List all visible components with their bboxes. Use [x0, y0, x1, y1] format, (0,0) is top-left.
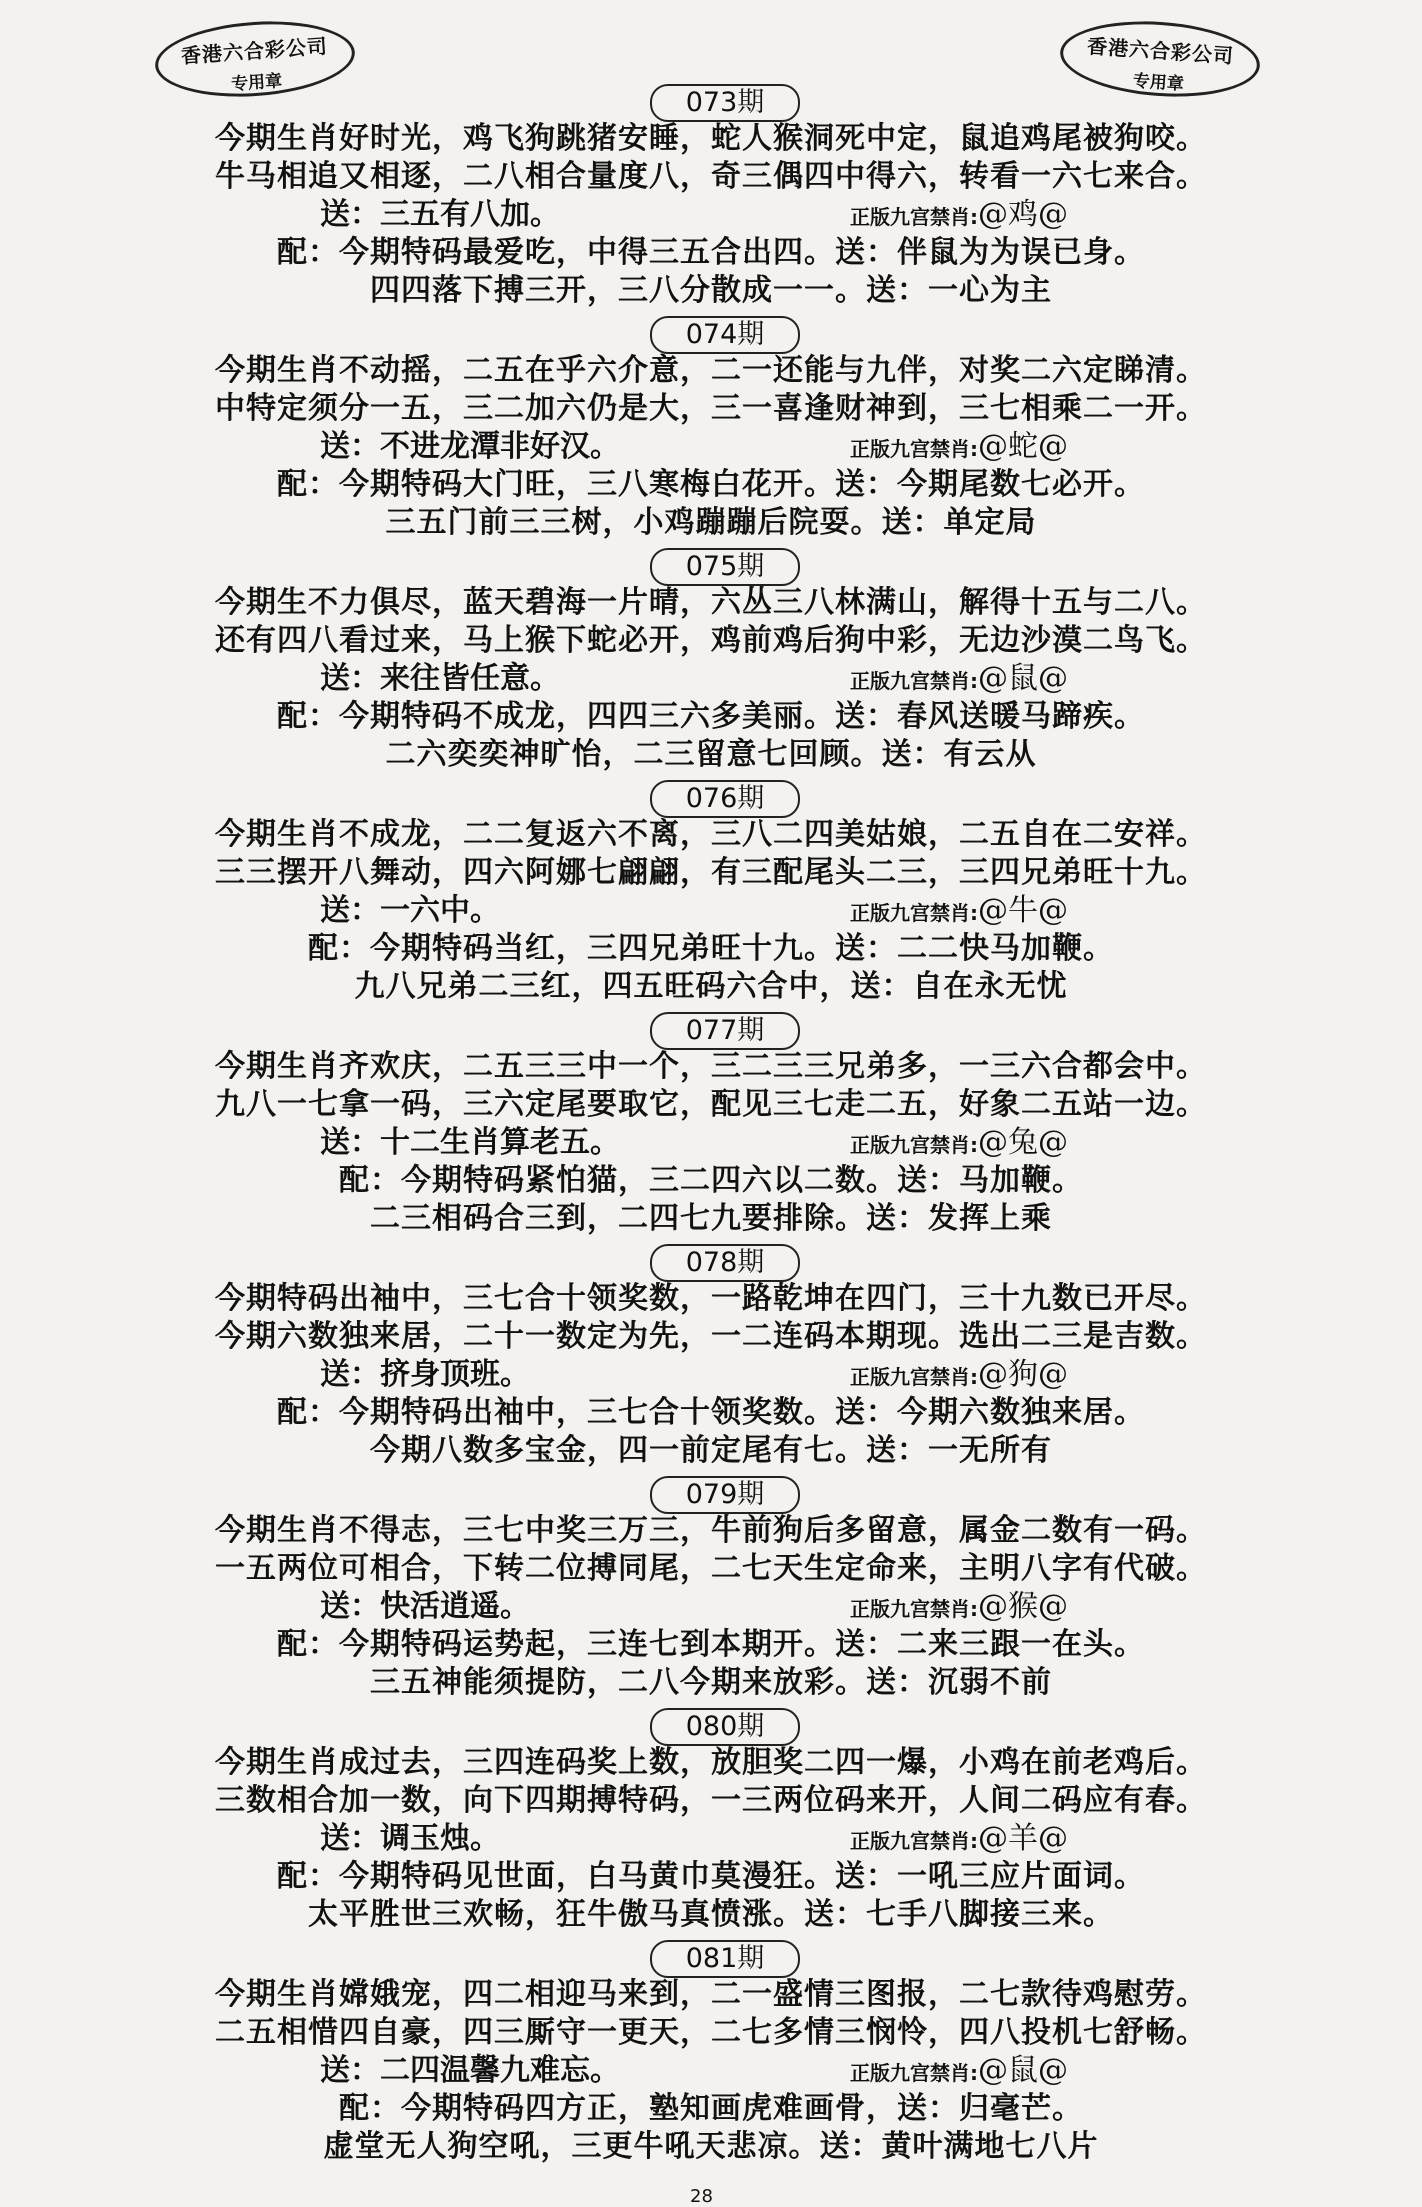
- stamp-line2: 专用章: [1132, 71, 1185, 95]
- closing-line: 四四落下搏三开，三八分散成一一。送：一心为主: [370, 273, 1052, 308]
- send-text: 送：调玉烛。: [320, 1821, 500, 1856]
- nine-palace-forbidden: [850, 196, 1068, 236]
- send-text: 送：一六中。: [320, 893, 500, 928]
- nine-palace-forbidden: [850, 1820, 1068, 1860]
- issue-label: 077期: [650, 1012, 800, 1050]
- send-text: 送：挤身顶班。: [320, 1357, 530, 1392]
- closing-line: 二六奕奕神旷怡，二三留意七回顾。送：有云从: [385, 737, 1037, 772]
- stamp-line1: 香港六合彩公司: [1086, 33, 1235, 69]
- pairing-line: 配：今期特码不成龙，四四三六多美丽。送：春风送暖马蹄疾。: [277, 699, 1145, 734]
- nine-palace-label: 正版九宫禁肖:: [850, 669, 978, 693]
- issue-block: [0, 548, 1422, 780]
- send-text: 送：二四温馨九难忘。: [320, 2053, 620, 2088]
- send-row: [0, 1124, 1422, 1162]
- verse-line-1: 今期生肖不得志，三七中奖三万三，牛前狗后多留意，属金二数有一码。: [215, 1513, 1207, 1548]
- issue-label: 079期: [650, 1476, 800, 1514]
- send-row: [0, 1356, 1422, 1394]
- send-row: [0, 196, 1422, 234]
- nine-palace-label: 正版九宫禁肖:: [850, 901, 978, 925]
- nine-palace-label: 正版九宫禁肖:: [850, 1133, 978, 1157]
- nine-palace-label: 正版九宫禁肖:: [850, 1829, 978, 1853]
- verse-line-2: 还有四八看过来，马上猴下蛇必开，鸡前鸡后狗中彩，无边沙漠二鸟飞。: [215, 623, 1207, 658]
- nine-palace-label: 正版九宫禁肖:: [850, 1597, 978, 1621]
- send-row: [0, 660, 1422, 698]
- issue-block: [0, 1476, 1422, 1708]
- pairing-line: 配：今期特码四方正，塾知画虎难画骨，送：归毫芒。: [339, 2091, 1083, 2126]
- verse-line-1: 今期生肖嫦娥宠，四二相迎马来到，二一盛情三图报，二七款待鸡慰劳。: [215, 1977, 1207, 2012]
- issue-block: [0, 1708, 1422, 1940]
- send-text: 送：快活逍遥。: [320, 1589, 530, 1624]
- nine-palace-forbidden: [850, 2052, 1068, 2092]
- nine-palace-value: @鼠@: [978, 661, 1068, 696]
- nine-palace-label: 正版九宫禁肖:: [850, 1365, 978, 1389]
- verse-line-1: 今期生肖不动摇，二五在乎六介意，二一还能与九伴，对奖二六定睇清。: [215, 353, 1207, 388]
- nine-palace-value: @蛇@: [978, 429, 1068, 464]
- issue-block: [0, 1244, 1422, 1476]
- pairing-line: 配：今期特码运势起，三连七到本期开。送：二来三跟一在头。: [277, 1627, 1145, 1662]
- closing-line: 三五神能须提防，二八今期来放彩。送：沉弱不前: [370, 1665, 1052, 1700]
- pairing-line: 配：今期特码大门旺，三八寒梅白花开。送：今期尾数七必开。: [277, 467, 1145, 502]
- nine-palace-forbidden: [850, 428, 1068, 468]
- stamp-line2: 专用章: [230, 71, 283, 95]
- issue-block: [0, 316, 1422, 548]
- issue-label: 073期: [650, 84, 800, 122]
- send-text: 送：三五有八加。: [320, 197, 560, 232]
- send-row: [0, 892, 1422, 930]
- send-text: 送：来往皆任意。: [320, 661, 560, 696]
- nine-palace-forbidden: [850, 1588, 1068, 1628]
- verse-line-2: 九八一七拿一码，三六定尾要取它，配见三七走二五，好象二五站一边。: [215, 1087, 1207, 1122]
- pairing-line: 配：今期特码最爱吃，中得三五合出四。送：伴鼠为为误已身。: [277, 235, 1145, 270]
- nine-palace-label: 正版九宫禁肖:: [850, 437, 978, 461]
- issue-block: [0, 84, 1422, 316]
- pairing-line: 配：今期特码当红，三四兄弟旺十九。送：二二快马加鞭。: [308, 931, 1114, 966]
- verse-line-1: 今期生不力俱尽，蓝天碧海一片晴，六丛三八林满山，解得十五与二八。: [215, 585, 1207, 620]
- closing-line: 九八兄弟二三红，四五旺码六合中，送：自在永无忧: [354, 969, 1068, 1004]
- verse-line-1: 今期生肖成过去，三四连码奖上数，放胆奖二四一爆，小鸡在前老鸡后。: [215, 1745, 1207, 1780]
- pairing-line: 配：今期特码见世面，白马黄巾莫漫狂。送：一吼三应片面词。: [277, 1859, 1145, 1894]
- verse-line-1: 今期生肖好时光，鸡飞狗跳猪安睡，蛇人猴洞死中定，鼠追鸡尾被狗咬。: [215, 121, 1207, 156]
- nine-palace-value: @狗@: [978, 1357, 1068, 1392]
- send-text: 送：不进龙潭非好汉。: [320, 429, 620, 464]
- send-row: [0, 2052, 1422, 2090]
- nine-palace-forbidden: [850, 892, 1068, 932]
- nine-palace-value: @猴@: [978, 1589, 1068, 1624]
- verse-line-2: 三数相合加一数，向下四期搏特码，一三两位码来开，人间二码应有春。: [215, 1783, 1207, 1818]
- issue-label: 076期: [650, 780, 800, 818]
- nine-palace-label: 正版九宫禁肖:: [850, 2061, 978, 2085]
- issue-block: [0, 1012, 1422, 1244]
- issue-label: 081期: [650, 1940, 800, 1978]
- nine-palace-forbidden: [850, 1124, 1068, 1164]
- nine-palace-forbidden: [850, 1356, 1068, 1396]
- closing-line: 今期八数多宝金，四一前定尾有七。送：一无所有: [370, 1433, 1052, 1468]
- pairing-line: 配：今期特码紧怕猫，三二四六以二数。送：马加鞭。: [339, 1163, 1083, 1198]
- closing-line: 三五门前三三树，小鸡蹦蹦后院耍。送：单定局: [385, 505, 1037, 540]
- send-row: [0, 428, 1422, 466]
- verse-line-2: 二五相惜四自豪，四三厮守一更天，二七多情三悯怜，四八投机七舒畅。: [215, 2015, 1207, 2050]
- send-row: [0, 1588, 1422, 1626]
- closing-line: 太平胜世三欢畅，狂牛傲马真愤涨。送：七手八脚接三来。: [308, 1897, 1114, 1932]
- nine-palace-forbidden: [850, 660, 1068, 700]
- verse-line-2: 三三摆开八舞动，四六阿娜七翩翩，有三配尾头二三，三四兄弟旺十九。: [215, 855, 1207, 890]
- nine-palace-value: @羊@: [978, 1821, 1068, 1856]
- nine-palace-value: @牛@: [978, 893, 1068, 928]
- verse-line-1: 今期生肖齐欢庆，二五三三中一个，三二三三兄弟多，一三六合都会中。: [215, 1049, 1207, 1084]
- nine-palace-value: @鸡@: [978, 197, 1068, 232]
- issue-block: [0, 780, 1422, 1012]
- issue-label: 078期: [650, 1244, 800, 1282]
- closing-line: 虚堂无人狗空吼，三更牛吼天悲凉。送：黄叶满地七八片: [323, 2129, 1099, 2164]
- verse-line-2: 一五两位可相合，下转二位搏同尾，二七天生定命来，主明八字有代破。: [215, 1551, 1207, 1586]
- stamp-line1: 香港六合彩公司: [180, 33, 329, 69]
- nine-palace-value: @兔@: [978, 1125, 1068, 1160]
- verse-line-1: 今期生肖不成龙，二二复返六不离，三八二四美姑娘，二五自在二安祥。: [215, 817, 1207, 852]
- issue-label: 075期: [650, 548, 800, 586]
- nine-palace-value: @鼠@: [978, 2053, 1068, 2088]
- closing-line: 二三相码合三到，二四七九要排除。送：发挥上乘: [370, 1201, 1052, 1236]
- verse-line-2: 牛马相追又相逐，二八相合量度八，奇三偶四中得六，转看一六七来合。: [215, 159, 1207, 194]
- page-number: 28: [690, 2186, 713, 2207]
- pairing-line: 配：今期特码出袖中，三七合十领奖数。送：今期六数独来居。: [277, 1395, 1145, 1430]
- send-row: [0, 1820, 1422, 1858]
- verse-line-2: 今期六数独来居，二十一数定为先，一二连码本期现。选出二三是吉数。: [215, 1319, 1207, 1354]
- verse-line-1: 今期特码出袖中，三七合十领奖数，一路乾坤在四门，三十九数已开尽。: [215, 1281, 1207, 1316]
- nine-palace-label: 正版九宫禁肖:: [850, 205, 978, 229]
- issue-label: 074期: [650, 316, 800, 354]
- verse-line-2: 中特定须分一五，三二加六仍是大，三一喜逢财神到，三七相乘二一开。: [215, 391, 1207, 426]
- send-text: 送：十二生肖算老五。: [320, 1125, 620, 1160]
- issue-label: 080期: [650, 1708, 800, 1746]
- issue-block: [0, 1940, 1422, 2172]
